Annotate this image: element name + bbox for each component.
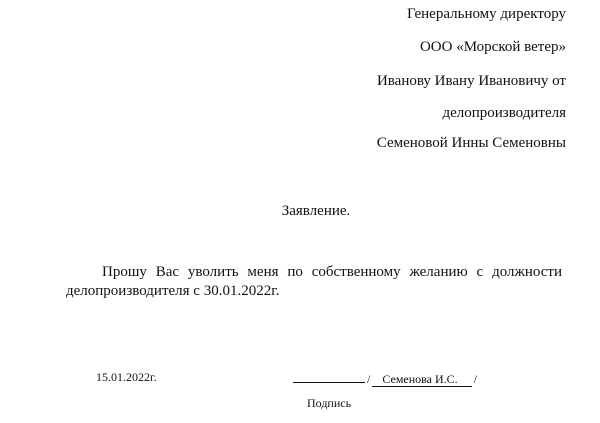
statement-body (66, 263, 562, 301)
signature-label: Подпись (307, 396, 352, 410)
addressee-name: Иванову Ивану Ивановичу от (376, 73, 566, 89)
addressee-position: Генеральному директору (406, 6, 566, 22)
addressee-company: ООО «Морской ветер» (419, 39, 566, 55)
document-title: Заявление. (281, 203, 351, 219)
signer-name: Семенова И.С. (372, 372, 471, 387)
sender-name: Семеновой Инны Семеновны (376, 135, 566, 151)
statement-line-1: Прошу Вас уволить меня по собственному желанию с должности (102, 264, 562, 280)
slash-close: / (473, 372, 478, 386)
slash-open: / (367, 372, 371, 386)
statement-line-2: делопроизводителя с 30.01.2022г. (66, 283, 280, 299)
sender-position: делопроизводителя (442, 105, 566, 121)
document-date: 15.01.2022г. (96, 370, 157, 384)
signature-line (293, 370, 479, 387)
signature-blank (293, 370, 365, 383)
